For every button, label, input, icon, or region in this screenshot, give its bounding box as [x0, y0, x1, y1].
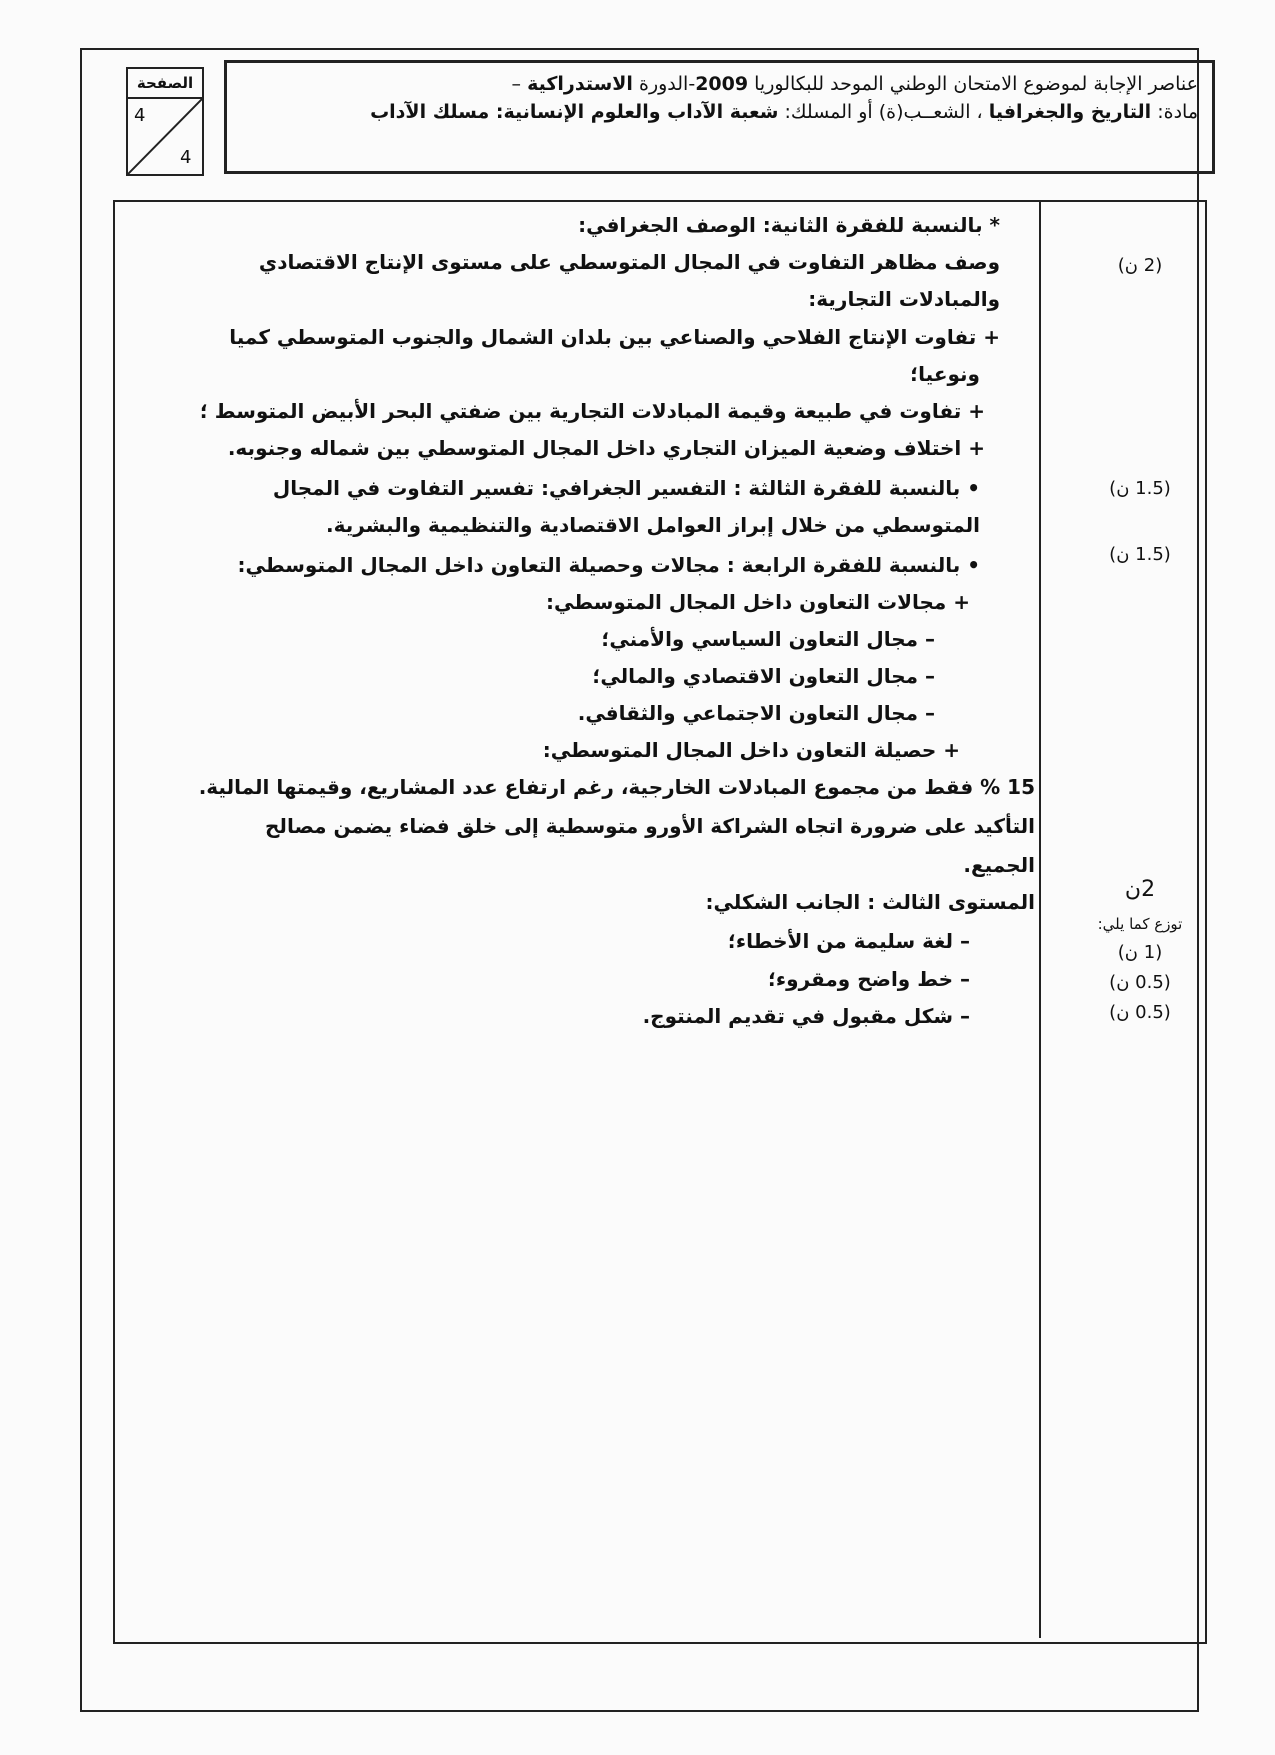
content-line: – مجال التعاون الاقتصادي والمالي؛: [592, 664, 935, 688]
content-line: + حصيلة التعاون داخل المجال المتوسطي:: [542, 738, 960, 762]
content-line: – مجال التعاون الاجتماعي والثقافي.: [577, 701, 935, 725]
header-text: عناصر الإجابة لموضوع الامتحان الوطني الموحد للبكالوريا: [748, 73, 1198, 95]
content-line: وصف مظاهر التفاوت في المجال المتوسطي على مستوى الإنتاج الاقتصادي: [258, 250, 1000, 274]
page-current: 4: [134, 105, 146, 126]
mark-paragraph-3: (1.5 ن): [1109, 478, 1171, 499]
mark-paragraph-4: (1.5 ن): [1109, 544, 1171, 565]
exam-session: الاستدراكية: [527, 73, 633, 95]
content-line: – لغة سليمة من الأخطاء؛: [727, 929, 970, 953]
paragraph-4-title: • بالنسبة للفقرة الرابعة : مجالات وحصيلة التعاون داخل المجال المتوسطي:: [237, 553, 980, 577]
content-line: ونوعيا؛: [910, 362, 980, 386]
mark-paragraph-2: (2 ن): [1117, 255, 1163, 276]
page-number-box: [126, 67, 204, 176]
content-line: 15 % فقط من مجموع المبادلات الخارجية، رغم ارتفاع عدد المشاريع، وقيمتها المالية.: [198, 775, 1035, 799]
header-text: مادة:: [1151, 101, 1198, 123]
content-line: المتوسطي من خلال إبراز العوامل الاقتصادية والتنظيمية والبشرية.: [326, 513, 980, 537]
content-line: – شكل مقبول في تقديم المنتوج.: [642, 1004, 970, 1028]
header-line-1: [512, 73, 1198, 95]
header-text: ، الشعــب(ة) أو المسلك:: [778, 101, 989, 123]
content-line: – مجال التعاون السياسي والأمني؛: [601, 627, 935, 651]
header-text: -الدورة: [632, 73, 696, 95]
content-line: + تفاوت في طبيعة وقيمة المبادلات التجارية بين ضفتي البحر الأبيض المتوسط ؛: [199, 399, 985, 423]
exam-year: 2009: [695, 73, 749, 95]
marks-column-divider: [1039, 202, 1041, 1638]
content-line: – خط واضح ومقروء؛: [767, 967, 970, 991]
page-total: 4: [180, 147, 192, 168]
content-line: + اختلاف وضعية الميزان التجاري داخل المجال المتوسطي بين شماله وجنوبه.: [227, 436, 985, 460]
exam-header: [224, 60, 1215, 174]
exam-subject: التاريخ والجغرافيا: [988, 101, 1152, 123]
mark-item: (0.5 ن): [1109, 972, 1171, 993]
exam-track: شعبة الآداب والعلوم الإنسانية: مسلك الآداب: [370, 101, 779, 123]
header-line-2: [370, 101, 1198, 123]
content-line: الجميع.: [963, 853, 1035, 877]
mark-level-3: 2ن: [1124, 877, 1156, 902]
mark-item: (0.5 ن): [1109, 1002, 1171, 1023]
content-line: + مجالات التعاون داخل المجال المتوسطي:: [546, 590, 970, 614]
content-line: التأكيد على ضرورة اتجاه الشراكة الأورو متوسطية إلى خلق فضاء يضمن مصالح: [265, 814, 1035, 838]
page-label: الصفحة: [128, 69, 202, 99]
content-line: + تفاوت الإنتاج الفلاحي والصناعي بين بلدان الشمال والجنوب المتوسطي كميا: [229, 325, 1000, 349]
paragraph-2-title: * بالنسبة للفقرة الثانية: الوصف الجغرافي:: [578, 213, 1000, 237]
content-line: والمبادلات التجارية:: [808, 287, 1000, 311]
mark-item: (1 ن): [1117, 942, 1163, 963]
header-text: –: [511, 73, 528, 95]
level-3-title: المستوى الثالث : الجانب الشكلي:: [705, 890, 1035, 914]
paragraph-3-title: • بالنسبة للفقرة الثالثة : التفسير الجغرافي: تفسير التفاوت في المجال: [272, 476, 980, 500]
mark-distribution-note: توزع كما يلي:: [1097, 915, 1183, 933]
